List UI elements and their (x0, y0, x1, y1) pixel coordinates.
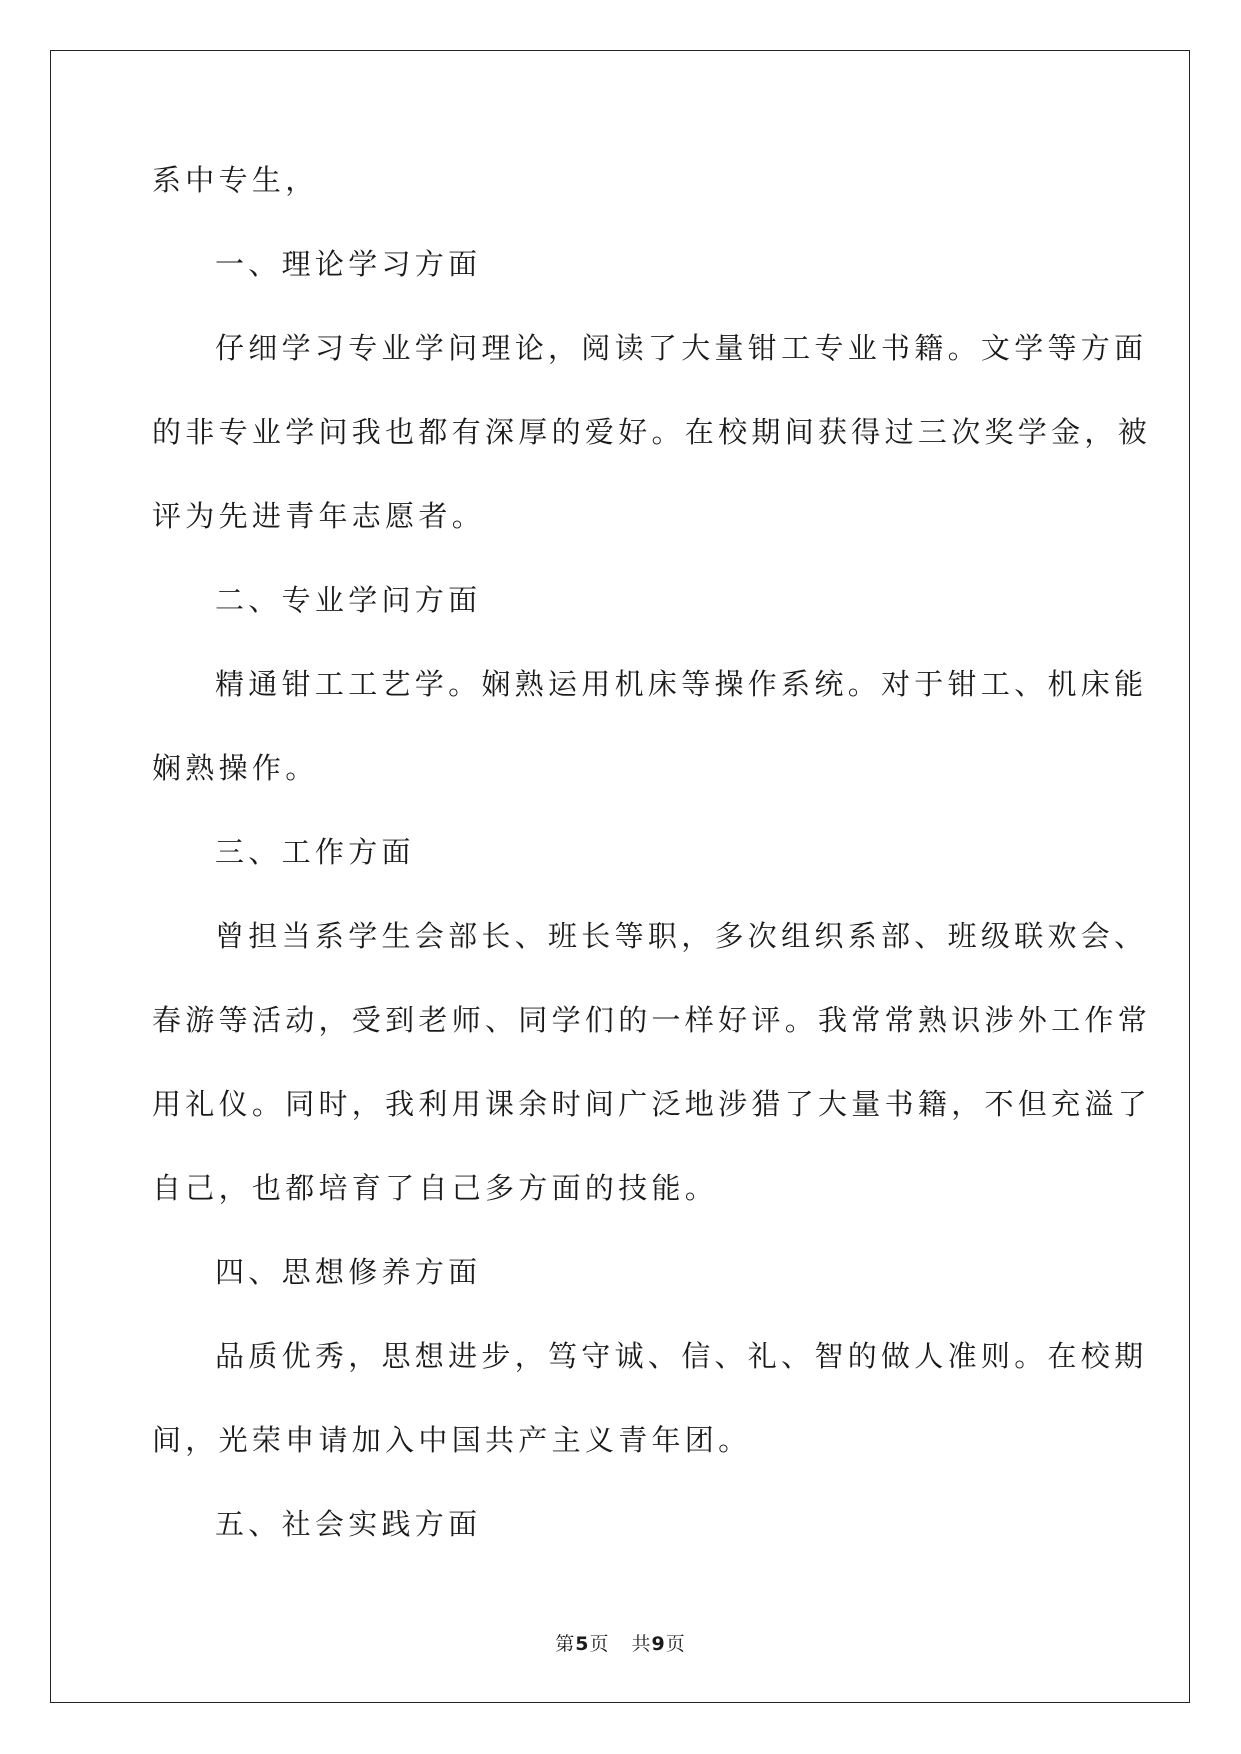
paragraph-line: 的非专业学问我也都有深厚的爱好。在校期间获得过三次奖学金，被 (152, 415, 1152, 449)
section-heading: 二、专业学问方面 (215, 583, 482, 617)
section-heading: 一、理论学习方面 (215, 247, 482, 281)
page-footer (0, 1632, 1241, 1656)
paragraph-line: 用礼仪。同时，我利用课余时间广泛地涉猎了大量书籍，不但充溢了 (152, 1087, 1152, 1121)
paragraph-line: 间，光荣申请加入中国共产主义青年团。 (152, 1423, 752, 1457)
page-number: 5 (575, 1633, 590, 1655)
page-prefix: 第 (555, 1633, 576, 1655)
paragraph-line: 自己，也都培育了自己多方面的技能。 (152, 1171, 719, 1205)
paragraph-line: 娴熟操作。 (152, 751, 319, 785)
paragraph-line: 曾担当系学生会部长、班长等职，多次组织系部、班级联欢会、 (215, 919, 1148, 953)
paragraph-line: 春游等活动，受到老师、同学们的一样好评。我常常熟识涉外工作常 (152, 1003, 1152, 1037)
total-pages: 9 (651, 1633, 666, 1655)
paragraph-line: 系中专生， (152, 163, 319, 197)
total-prefix: 共 (631, 1633, 652, 1655)
document-body (152, 162, 1152, 1590)
paragraph-line: 评为先进青年志愿者。 (152, 499, 486, 533)
paragraph-line: 精通钳工工艺学。娴熟运用机床等操作系统。对于钳工、机床能 (215, 667, 1148, 701)
paragraph-line: 品质优秀，思想进步，笃守诚、信、礼、智的做人准则。在校期 (215, 1339, 1148, 1373)
total-suffix: 页 (665, 1633, 686, 1655)
page-suffix: 页 (589, 1633, 610, 1655)
section-heading: 五、社会实践方面 (215, 1507, 482, 1541)
section-heading: 三、工作方面 (215, 835, 415, 869)
paragraph-line: 仔细学习专业学问理论，阅读了大量钳工专业书籍。文学等方面 (215, 331, 1148, 365)
section-heading: 四、思想修养方面 (215, 1255, 482, 1289)
